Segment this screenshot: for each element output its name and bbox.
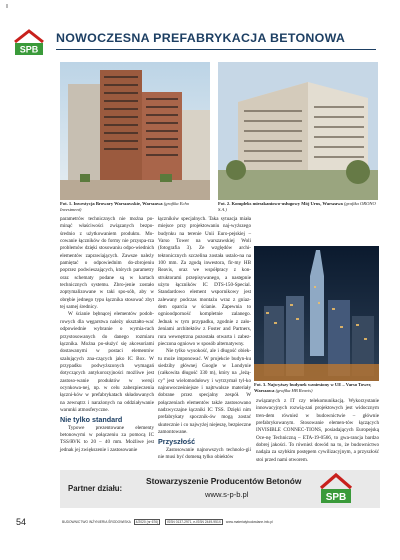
col2-paragraph-2: Nie tylko wysokość, ale i długość obiek-tu może imponować. W projekcie budyn-ku siedziby głównej Google w Londynie (całkowita długość 330 m), który na „leżą-cy” jest wielomodułowy i wytrzymał tyl-ko najnowocześniejsze i najtrwalsze materiały dobrane przez specjalny zespół. W połączeniach elementów także zastosowano nadzwyczajne łączniki IC TSS. Dzięki nim prefabrykaty spocznik-ów mogą zostać skutecznie i co najwyżej niejeszę, bezpieczne zamontowane.: [158, 348, 251, 435]
footer-site-link[interactable]: www.materialybudowlane.info.pl: [225, 520, 273, 524]
caption-fig1-title: Fot. 1. Inwestycja Browary Warszawskie, Warszawa: [60, 201, 163, 206]
banner-website-link[interactable]: www.s-p-b.pl: [205, 490, 249, 499]
footer-journal: BUDOWNICTWO INŻYNIERIA ŚRODOWISKA: [62, 520, 131, 524]
col2-paragraph-3: Zastosowanie najnowszych technolo-gii nie musi być domeną tylko obiektów: [158, 446, 251, 460]
page-number: 54: [16, 517, 27, 527]
svg-text:SPB: SPB: [19, 44, 39, 55]
svg-text:SPB: SPB: [325, 492, 347, 503]
banner-partner-label: Partner działu:: [68, 484, 123, 493]
col1-subheading: Nie tylko standard: [60, 415, 123, 425]
caption-fig1-credit: (grafika Echo Investment): [60, 201, 190, 212]
text-column-3: [256, 398, 379, 464]
text-column-1: [60, 216, 154, 454]
spb-logo: [12, 28, 46, 58]
banner-spb-logo: [318, 472, 354, 506]
photo-varso-tower: [254, 246, 379, 381]
footer-issn: ISSN 0137-2971, e-ISSN 2449-951X: [167, 520, 221, 524]
col2-subheading: Przyszłość: [158, 437, 196, 447]
caption-fig2: [218, 201, 378, 213]
col2-paragraph-1: łączników specjalnych. Taka sytuacja miała miejsce przy projektowaniu naj-wyższego budynku na terenie Unii Euro-pejskiej – Varso Tower na warszawskiej Woli (fotografia 3). Ze względów archi-tektonicznych szczelina została ustalo-na na 100 mm. Za zgodą inwestora, fir-my HB Reavis, oraz we współpracy z kon-struktorami przepisywanego, a następnie użyto łączników IC DTS-150-Special. Standardowo element wspornikowy jest zalewany podczas montażu wraz z gniaz-dem oparcia w ścianie. Zapewnia to ognioodporność kompletnie zalanego. Jednak w tym przypadku, zgodnie z zało-żeniami architektów z Foster and Partners, rura wewnętrzna pozostała otwarta i zabez-pieczona ogniowo w sposób alternatywny.: [158, 216, 251, 347]
photo-moj-urus: [218, 62, 378, 200]
title-rule: [56, 49, 376, 50]
photo-browary: [60, 62, 210, 200]
text-column-2: [158, 216, 251, 461]
caption-fig2-title: Fot. 2. Kompleks mieszkaniowo-usługowy Mój Urus, Warszawa: [218, 201, 343, 206]
caption-fig3-credit: (grafika HB Reavis): [275, 387, 313, 393]
footer-issue: 4/2020 (nr 676): [135, 520, 159, 524]
col1-paragraph-1: parametrów technicznych nie można po-minąć właściwości związanych bezpo-średnio z użytkowaniem produktu. Mo-cowanie łączników do formy nie przyspa-rza problemów dzięki stosowaniu odpo-wiednich elementów zaprawiających. Zawsze należy pamiętać o odpowiednim do-zbrojeniu poprzez podwieszających, których parametry oraz schematy podane są w kartach technicznych systemu. Zbro-jenie zostało zoptymalizowane w taki spo-sób, aby w obrębie jednego typu łącznika stosować zbyt tej samej średnicy.: [60, 216, 154, 311]
caption-fig1: [60, 201, 210, 213]
caption-fig3: [254, 382, 379, 394]
page-title: NOWOCZESNA PREFABRYKACJA BETONOWA: [56, 31, 346, 45]
corner-marker: [6, 4, 8, 8]
caption-fig2-credit: (grafika ORONO S.A.): [218, 201, 376, 212]
col3-paragraph-1: związanych z IT czy telekomunikacją. Wykorzystanie innowacyjnych rozwią-zań projektowych jest widocznym tren-dem również w budownictwie – głównie prefabrykowanym. Stosowanie elemen-tów łączących INVISIBLE CONNEC-TIONS, posiadających Europejską Oce-nę Techniczną – ETA-19-0566, to gwa-rancja bardzo dobrej jakości. To również dowód na to, że budownictwo nadąża za szybkim postępem cywilizacyjnym, a przyszłość stoi przed nami otworem.: [256, 398, 379, 463]
col1-paragraph-2: W ścianie bębnącej elementów podob-rowych dla węgarstwa należy ukształto-wać odpowiednie wybranie o wymia-rach przystosowanych do danego rozmiaru łącznika. Można po-służyć się akcesoriami dostawanymi w postaci elementów szalujących zna-czących jako IC Box. W przypadku podwyższonych wymagań dotyczących antykorozyjności możliwe jest zastoso-wanie produktów w wersji ocynkowa-nej, np. w celu zabezpieczenia łączni-ków w prefabrykatach składowanych na zewnątrz i narażonych na oddziaływanie warunki atmosferyczne.: [60, 311, 154, 413]
footer-line: [62, 519, 273, 525]
banner-organization-name: Stowarzyszenie Producentów Betonów: [146, 476, 302, 486]
caption-fig3-title: Fot. 3. Najwyższy budynek wzniesiony w UE – Varso Tower, Warszawa: [254, 382, 372, 393]
col1-paragraph-3: Typowe prezentowane elementy betonowymi w połączeniu za pomocą IC TSS/RVK to 20 – 40 mm. Możliwe jest jednak jej zwiększenie i zastosowanie: [60, 424, 154, 453]
